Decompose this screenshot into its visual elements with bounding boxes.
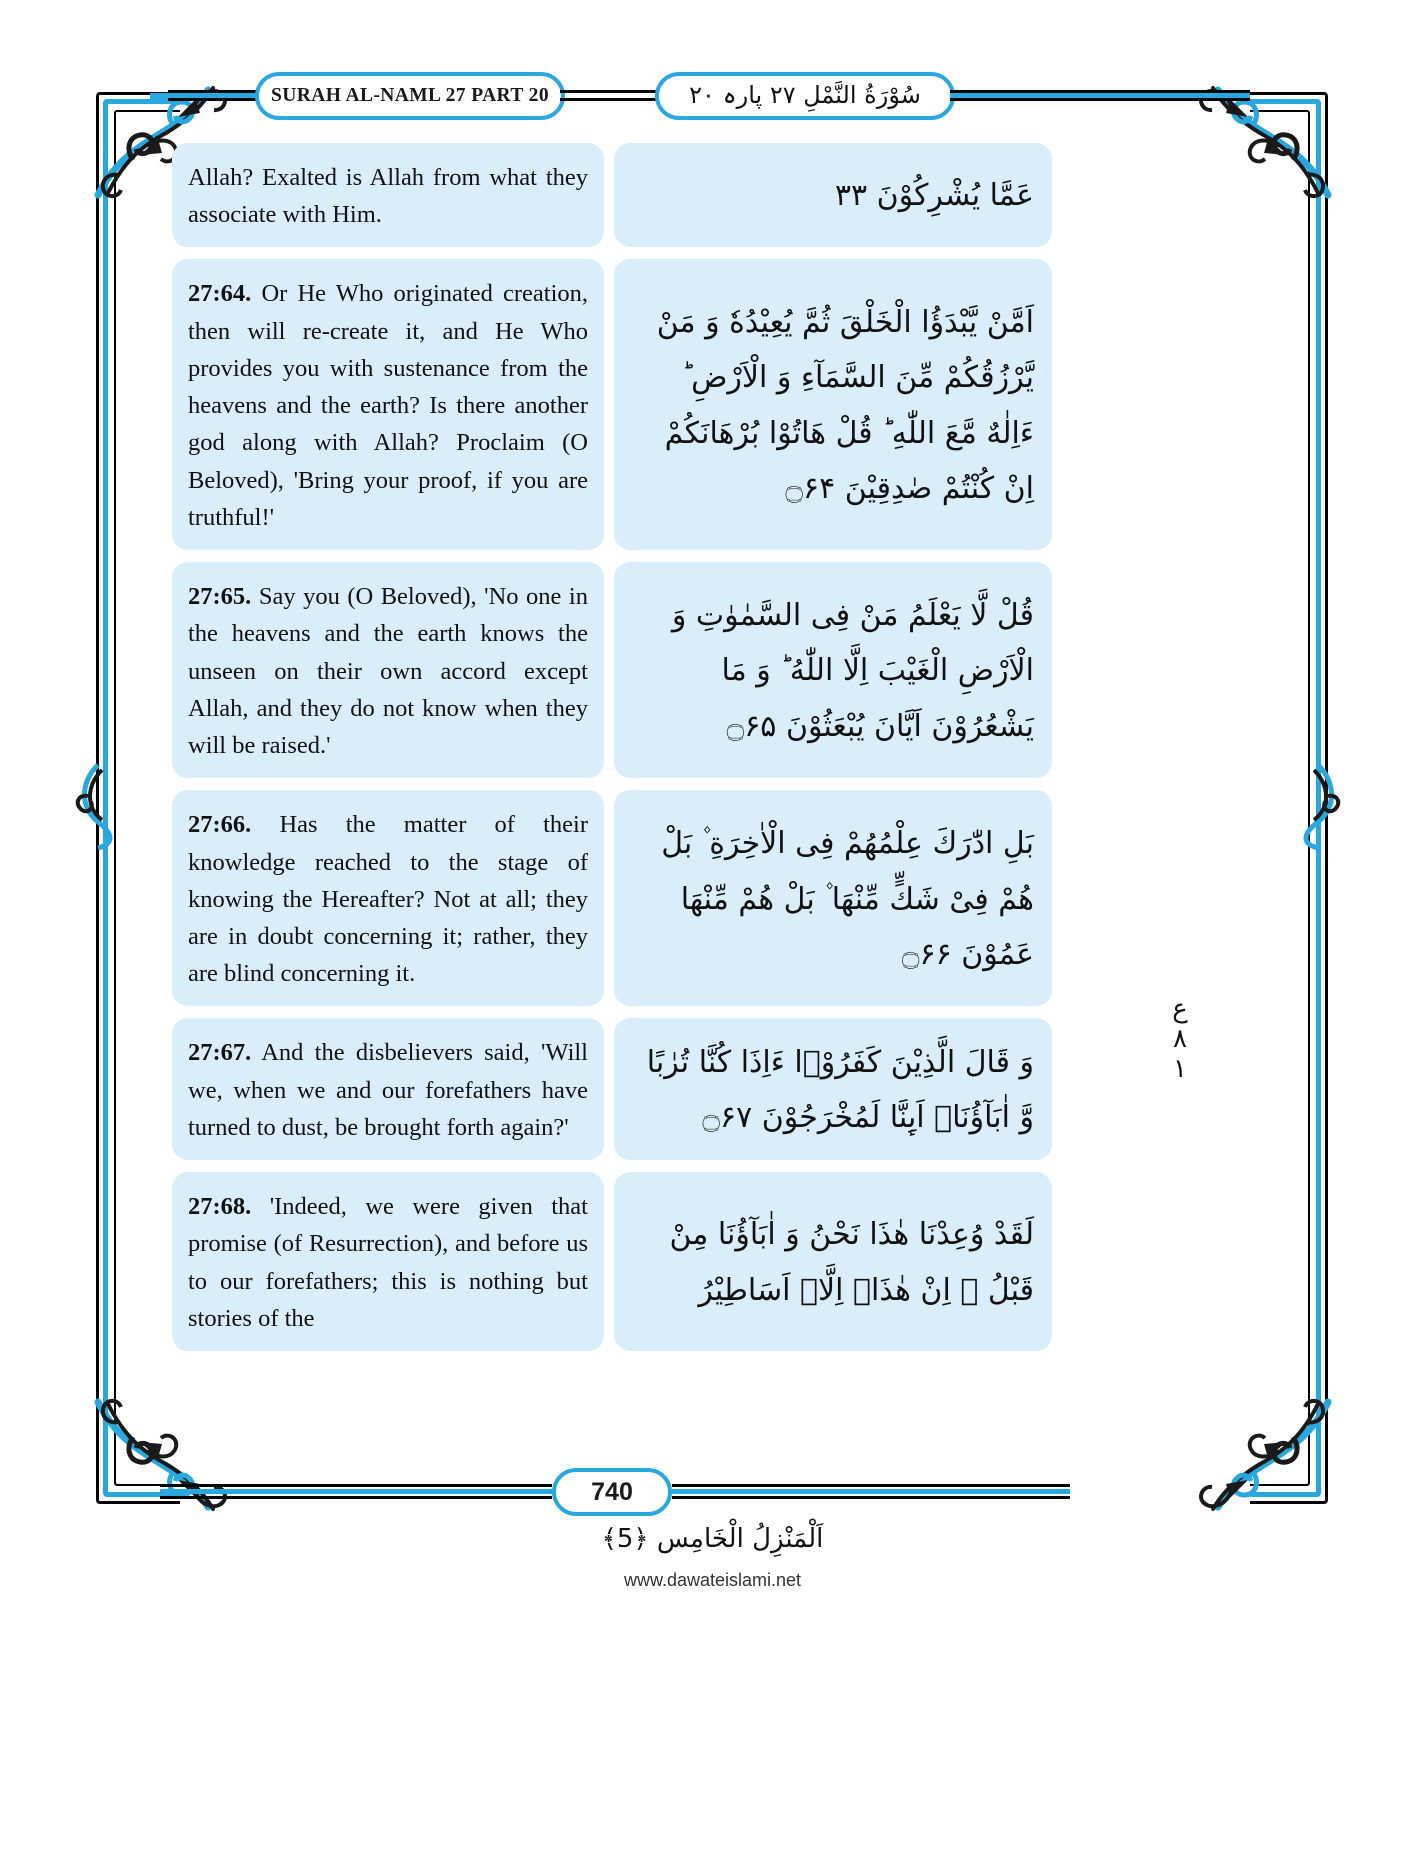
verse-arabic-cell [614,1018,1052,1160]
verse-english-text: 27:68. 'Indeed, we were given that promise (of Resurrection), and before us to our forefathers; this is nothing but stories of the [188,1193,588,1332]
surah-title-english: SURAH AL-NAML 27 PART 20 [271,85,549,106]
verse-arabic-cell [614,790,1052,1006]
verse-row [172,1172,1052,1351]
verse-arabic-cell [614,1172,1052,1351]
verse-english-cell [172,562,604,778]
header-rule-left [168,88,260,104]
header-connector-rule [560,88,660,104]
verse-list [172,143,1052,1363]
verse-english-cell [172,259,604,550]
verse-english-cell [172,790,604,1006]
verse-english-text: 27:65. Say you (O Beloved), 'No one in the heavens and the earth knows the unseen on their own accord except Allah, and they do not know when they will be raised.' [188,583,588,760]
verse-arabic-cell [614,562,1052,778]
surah-title-pill-english [255,72,565,120]
page-number: 740 [552,1468,672,1516]
verse-arabic-text: اَمَّنْ یَّبْدَؤُا الْخَلْقَ ثُمَّ یُعِیْدُهٗ وَ مَنْ یَّرْزُقُكُمْ مِّنَ السَّمَآءِ وَ الْاَرْضِ ؕ ءَاِلٰهٌ مَّعَ اللّٰهِ ؕ قُلْ هَاتُوْا بُرْهَانَكُمْ اِنْ كُنْتُمْ صٰدِقِیْنَ ۝۶۴ [656,304,1034,507]
verse-row [172,143,1052,247]
header-rule-right [950,88,1250,104]
footer-rule-right [672,1483,1070,1501]
verse-english-text: 27:67. And the disbelievers said, 'Will we, when we and our forefathers have turned to dust, be brought forth again?' [188,1039,588,1141]
verse-arabic-cell [614,143,1052,247]
verse-arabic-text: عَمَّا یُشْرِكُوْنَ ۳۳ [834,178,1034,214]
verse-arabic-text: قُلْ لَّا یَعْلَمُ مَنْ فِی السَّمٰوٰتِ وَ الْاَرْضِ الْغَیْبَ اِلَّا اللّٰهُ ؕ وَ مَا یَشْعُرُوْنَ اَیَّانَ یُبْعَثُوْنَ ۝۶۵ [671,597,1034,744]
manzil-label: اَلْمَنْزِلُ الْخَامِس ﴿5﴾ [601,1524,824,1554]
verse-english-text: 27:64. Or He Who originated creation, then will re-create it, and He Who provides you with sustenance from the heavens and the earth? Is there another god along with Allah? Proclaim (O Beloved), 'Bring your proof, if you are truthful!' [188,280,588,531]
verse-row [172,562,1052,778]
page-header [0,0,1425,140]
verse-english-cell [172,1172,604,1351]
verse-arabic-text: بَلِ ادّٰرَكَ عِلْمُهُمْ فِی الْاٰخِرَةِ ۫ بَلْ هُمْ فِیْ شَكٍّ مِّنْهَا ۫ بَلْ هُمْ مِّنْهَا عَمُوْنَ ۝۶۶ [661,826,1034,973]
verse-english-text: Allah? Exalted is Allah from what they associate with Him. [188,164,588,229]
footer-rule-left [160,1483,552,1501]
verse-english-cell [172,143,604,247]
verse-row [172,790,1052,1006]
verse-arabic-text: وَ قَالَ الَّذِیْنَ كَفَرُوْۤا ءَاِذَا كُنَّا تُرٰبًا وَّ اٰبَآؤُنَاۤ اَىِٕنَّا لَمُخْرَجُوْنَ ۝۶۷ [646,1044,1034,1136]
verse-arabic-cell [614,259,1052,550]
surah-title-arabic: سُوْرَةُ النَّمْلِ ٢٧ پارہ ٢٠ [689,81,921,109]
verse-row [172,1018,1052,1160]
page-footer [0,1440,1425,1850]
website-url: www.dawateislami.net [623,1570,802,1590]
verse-row [172,259,1052,550]
surah-title-pill-arabic [655,72,955,120]
verse-english-text: 27:66. Has the matter of their knowledge reached to the stage of knowing the Hereafter? Not at all; they are in doubt concerning it; rather, they are blind concerning it. [188,811,588,988]
verse-arabic-text: لَقَدْ وُعِدْنَا هٰذَا نَحْنُ وَ اٰبَآؤُنَا مِنْ قَبْلُ ۙ اِنْ هٰذَاۤ اِلَّاۤ اَسَاطِیْرُ [669,1217,1034,1308]
verse-english-cell [172,1018,604,1160]
ruku-marker: ع ٨ ١ [1172,994,1188,1084]
